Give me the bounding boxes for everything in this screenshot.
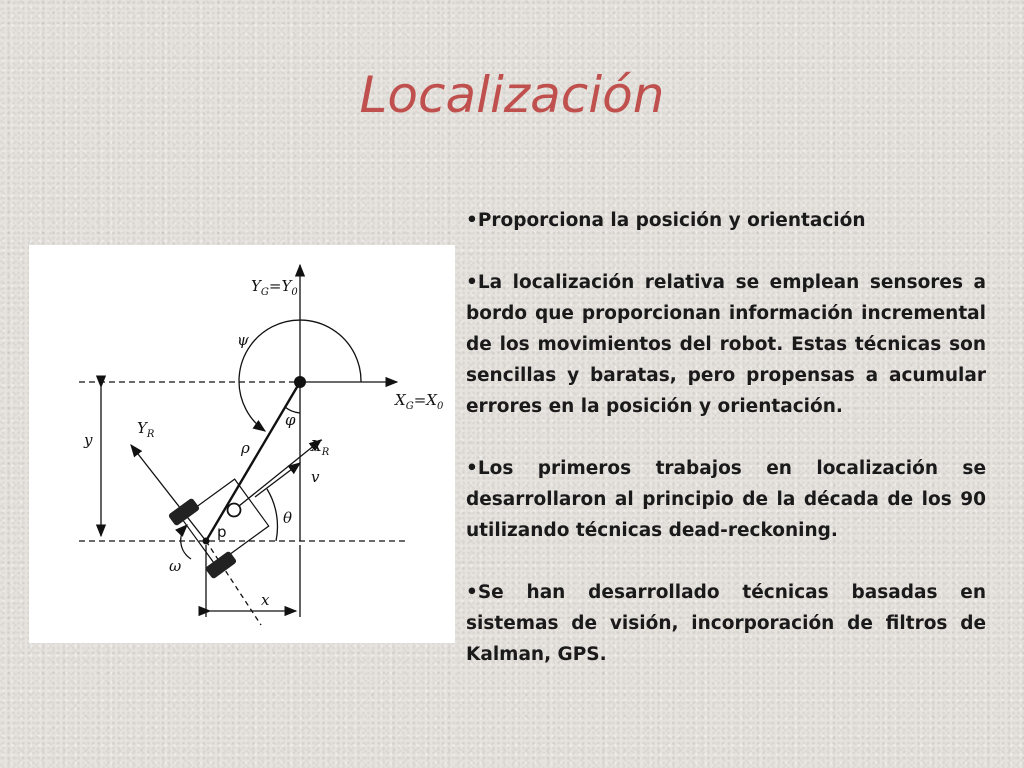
robot-y-axis bbox=[131, 445, 206, 541]
rho-dashed-extension bbox=[206, 541, 261, 625]
robot-caster bbox=[228, 504, 241, 517]
label-yr: $Y_R$ bbox=[137, 419, 155, 440]
label-omega: ω bbox=[169, 557, 182, 575]
label-p: p bbox=[217, 523, 227, 541]
label-rho: ρ bbox=[241, 439, 250, 457]
target-point bbox=[294, 376, 306, 388]
robot-localization-diagram bbox=[29, 245, 455, 643]
label-x: x bbox=[261, 591, 270, 609]
bullet-list bbox=[466, 205, 986, 701]
bullet-item: •Proporciona la posición y orientación bbox=[466, 210, 866, 231]
label-yg: $Y_G=Y_0$ bbox=[251, 277, 298, 298]
bullet-item: •La localización relativa se emplean sensores a bordo que proporcionan información incremental de los movimientos del robot. Estas técnicas son sencillas y baratas, pero propensas a acumular errores en la posición y orientación. bbox=[466, 272, 986, 417]
label-v: v bbox=[311, 468, 320, 486]
label-y: y bbox=[84, 431, 93, 449]
robot-point bbox=[203, 538, 210, 545]
slide-title: Localización bbox=[359, 66, 665, 124]
label-xg: $X_G=X_0$ bbox=[395, 391, 444, 412]
diagram-svg bbox=[29, 245, 455, 643]
theta-arc bbox=[267, 489, 277, 541]
label-psi: ψ bbox=[237, 331, 249, 349]
velocity-arrow bbox=[255, 463, 300, 497]
bullet-item: •Los primeros trabajos en localización se desarrollaron al principio de la década de los 90 utilizando técnicas dead-reckoning. bbox=[466, 458, 986, 541]
bullet-item: •Se han desarrollado técnicas basadas en sistemas de visión, incorporación de filtros de Kalman, GPS. bbox=[466, 582, 986, 665]
label-phi: φ bbox=[285, 411, 296, 429]
label-theta: θ bbox=[283, 509, 293, 527]
robot-wheel-right bbox=[205, 551, 237, 580]
label-xr: $X_R$ bbox=[311, 437, 330, 458]
